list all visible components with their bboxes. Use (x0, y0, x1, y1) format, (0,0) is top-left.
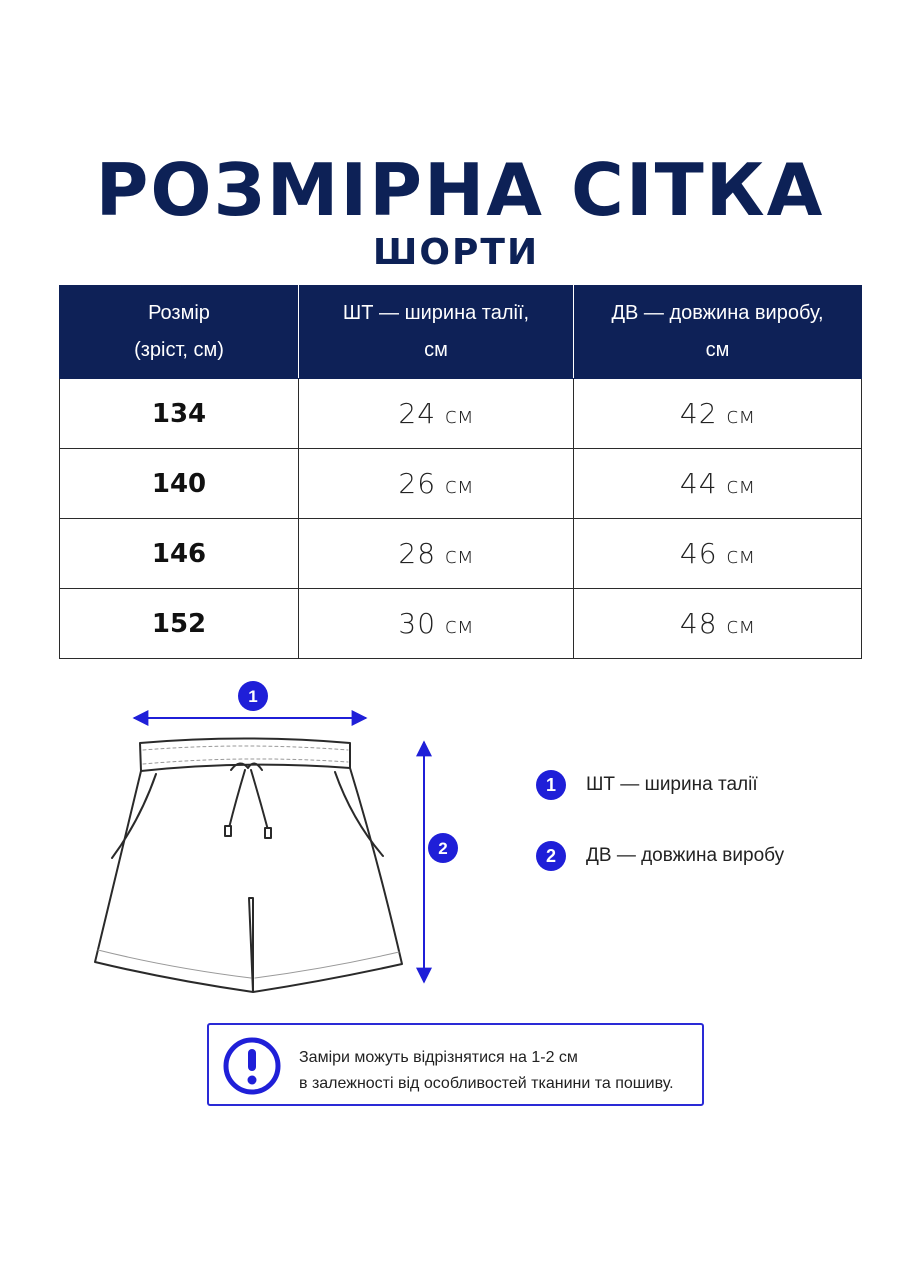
header-size: Розмір (зріст, см) (60, 286, 299, 379)
table-row (60, 589, 862, 659)
table-row (60, 379, 862, 449)
size-cell: 146 (60, 519, 299, 589)
table-row (60, 519, 862, 589)
waist-cell: 28 см (299, 519, 574, 589)
table-row (60, 449, 862, 519)
size-cell: 152 (60, 589, 299, 659)
exclamation-icon (223, 1037, 281, 1095)
legend-label: ШТ — ширина талії (586, 774, 758, 795)
table-header-row (60, 286, 862, 379)
waist-cell: 24 см (299, 379, 574, 449)
size-table (59, 285, 862, 659)
svg-text:1: 1 (248, 687, 258, 706)
length-cell: 46 см (574, 519, 862, 589)
legend-number-badge: 1 (536, 770, 566, 800)
size-cell: 134 (60, 379, 299, 449)
header-waist: ШТ — ширина талії, см (299, 286, 574, 379)
note-text: Заміри можуть відрізнятися на 1-2 см в залежності від особливостей тканини та пошиву. (299, 1049, 674, 1092)
shorts-icon (95, 739, 402, 993)
length-cell: 44 см (574, 449, 862, 519)
header-length: ДВ — довжина виробу, см (574, 286, 862, 379)
length-cell: 48 см (574, 589, 862, 659)
legend-number-badge: 2 (536, 841, 566, 871)
legend-item-waist (536, 770, 758, 800)
legend-item-length (536, 841, 784, 871)
page-subtitle: ШОРТИ (372, 232, 540, 273)
svg-text:2: 2 (438, 839, 448, 858)
waist-cell: 30 см (299, 589, 574, 659)
length-cell: 42 см (574, 379, 862, 449)
size-cell: 140 (60, 449, 299, 519)
legend-label: ДВ — довжина виробу (586, 845, 785, 866)
waist-cell: 26 см (299, 449, 574, 519)
page-title: РОЗМІРНА СІТКА (95, 148, 825, 232)
measurement-note (207, 1023, 704, 1106)
